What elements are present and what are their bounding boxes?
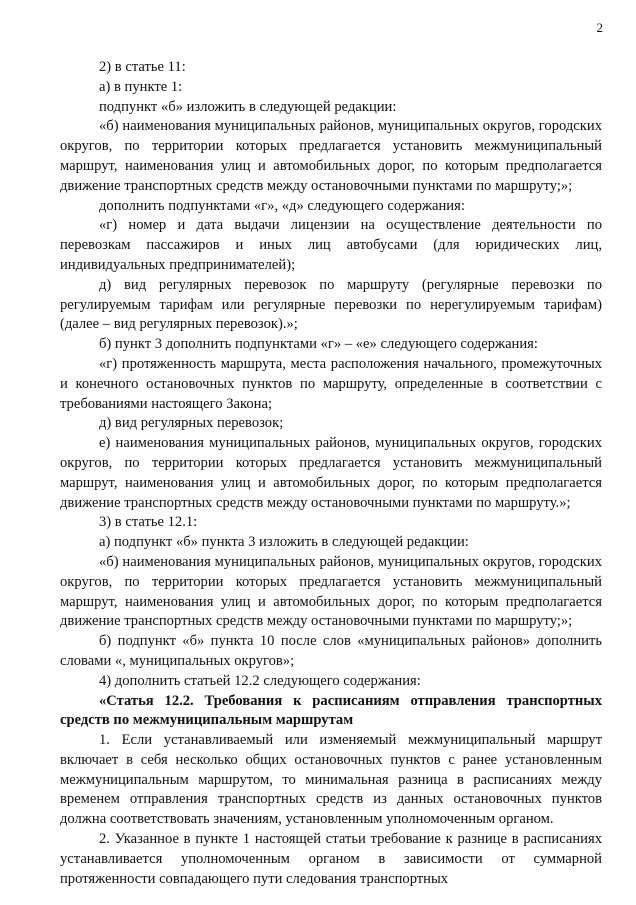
paragraph-point-3-add: б) пункт 3 дополнить подпунктами «г» – «е» следующего содержания: [99,336,538,353]
paragraph-subpoint-b-text-2: «б) наименования муниципальных районов, муниципальных округов, городских округов, по территории которых предлагается установить межмуниципальный маршрут, наименования улиц и автомобильных дорог, по которым предполагается движение транспортных средств между остановочными пунктами по маршруту;»; [60,553,602,630]
page-number: 2 [596,20,603,35]
paragraph-subpoint-d-transport-type: д) вид регулярных перевозок по маршруту (регулярные перевозки по регулируемым тарифам или регулярные перевозки по нерегулируемым тарифам) (далее – вид регулярных перевозок).»; [60,276,602,333]
paragraph-article-11: 2) в статье 11: [99,59,186,75]
document-body [60,58,602,889]
paragraph-article-12-2-point-1: 1. Если устанавливаемый или изменяемый межмуниципальный маршрут включает в себя несколько общих остановочных пунктов с ранее установленным межмуниципальным маршрутом, то минимальная разница в расписаниях между временем отправления транспортных средств из данных остановочных пунктов должна соответствовать значениям, установленным уполномоченным органом. [60,732,602,828]
paragraph-subpoint-d-type: д) вид регулярных перевозок; [99,415,284,432]
paragraph-article-12-1: 3) в статье 12.1: [99,514,198,531]
paragraph-point-10-add: б) подпункт «б» пункта 10 после слов «муниципальных районов» дополнить словами «, муниципальных округов»; [60,633,602,669]
paragraph-add-article-12-2: 4) дополнить статьей 12.2 следующего содержания: [99,672,421,689]
paragraph-subpoint-b-text: «б) наименования муниципальных районов, муниципальных округов, городских округов, по территории которых предлагается установить межмуниципальный маршрут, наименования улиц и автомобильных дорог, по которым предполагается движение транспортных средств между остановочными пунктами по маршруту;»; [60,118,602,194]
paragraph-point-1: а) в пункте 1: [99,78,183,95]
paragraph-add-subpoints-g-d: дополнить подпунктами «г», «д» следующего содержания: [99,197,465,214]
paragraph-subpoint-g-license: «г) номер и дата выдачи лицензии на осуществление деятельности по перевозкам пассажиров и иных лиц автобусами (для юридических лиц, индивидуальных предпринимателей); [60,217,602,273]
paragraph-subpoint-g-length: «г) протяженность маршрута, места расположения начального, промежуточных и конечного остановочных пунктов по маршруту, определенные в соответствии с требованиями настоящего Закона; [60,355,602,412]
paragraph-subpoint-e-names: е) наименования муниципальных районов, муниципальных округов, городских округов, по территории которых предлагается установить межмуниципальный маршрут, наименования улиц и автомобильных дорог, по которым предполагается движение транспортных средств между остановочными пунктами по маршруту.»; [60,435,602,511]
paragraph-subpoint-b-edit: подпункт «б» изложить в следующей редакции: [99,98,397,115]
article-12-2-heading: «Статья 12.2. Требования к расписаниям отправления транспортных средств по межмуниципальным маршрутам [60,692,602,729]
paragraph-article-12-2-point-2: 2. Указанное в пункте 1 настоящей статьи требование к разнице в расписаниях устанавливается уполномоченным органом в зависимости от суммарной протяженности совпадающего пути следования транспортных [60,831,602,887]
paragraph-point-3-edit: а) подпункт «б» пункта 3 изложить в следующей редакции: [99,534,469,551]
